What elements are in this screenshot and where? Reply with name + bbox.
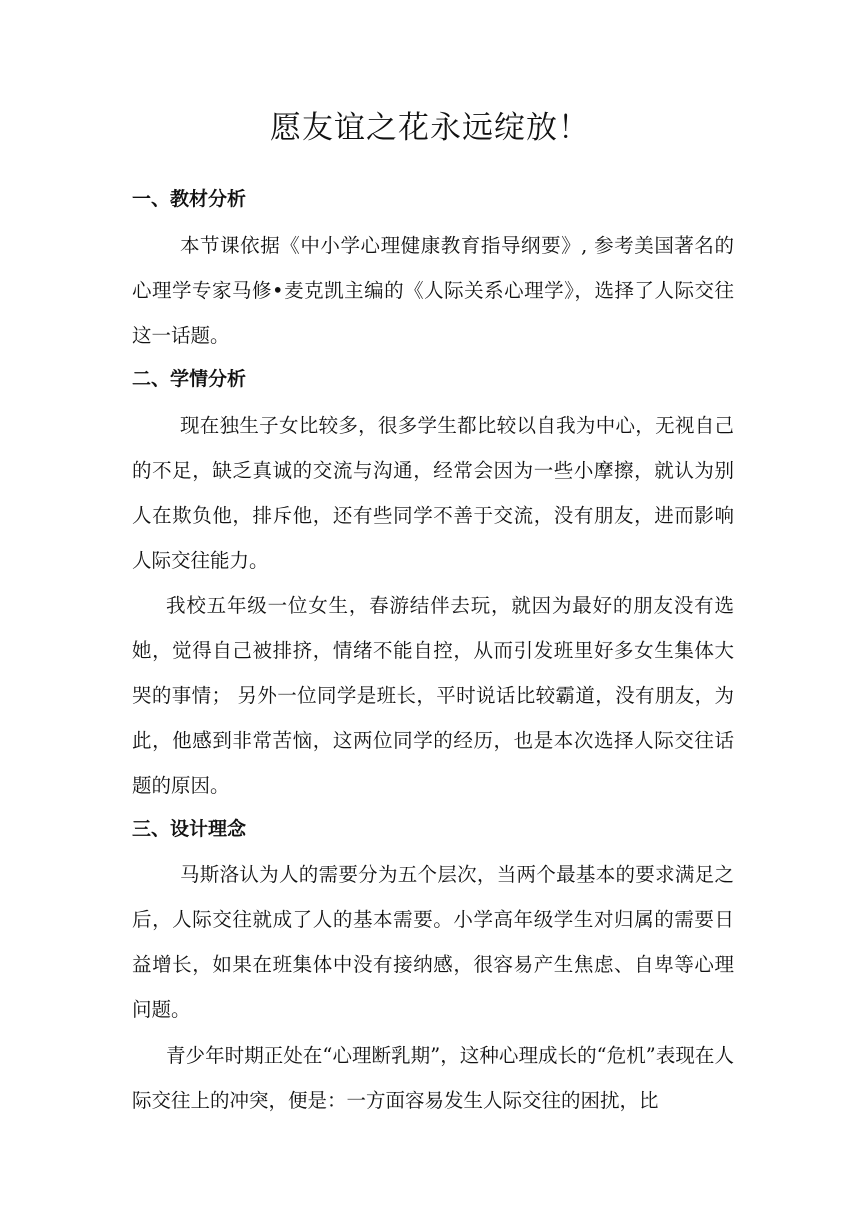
paragraph-student-analysis-2: 我校五年级一位女生，春游结伴去玩，就因为最好的朋友没有选她，觉得自己被排挤，情绪不能自控，从而引发班里好多女生集体大哭的事情； 另外一位同学是班长，平时说话比较霸道，没有朋友，为此，他感到非常苦恼，这两位同学的经历，也是本次选择人际交往话题的原因。 xyxy=(132,594,734,797)
paragraph-textbook-analysis: 本节课依据《中小学心理健康教育指导纲要》, 参考美国著名的心理学专家马修•麦克凯主编的《人际关系心理学》，选择了人际交往这一话题。 xyxy=(132,234,734,347)
paragraph-student-analysis-1: 现在独生子女比较多，很多学生都比较以自我为中心，无视自己的不足，缺乏真诚的交流与沟通，经常会因为一些小摩擦，就认为别人在欺负他，排斥他，还有些同学不善于交流，没有朋友，进而影响人际交往能力。 xyxy=(132,414,734,572)
section-heading-textbook-analysis: 一、教材分析 xyxy=(132,188,247,210)
section-heading-student-analysis: 二、学情分析 xyxy=(132,368,247,390)
paragraph-design-concept-2: 青少年时期正处在“心理断乳期”，这种心理成长的“危机”表现在人际交往上的冲突，便是：一方面容易发生人际交往的困扰，比 xyxy=(132,1044,734,1112)
document-title: 愿友谊之花永远绽放！ xyxy=(270,110,590,146)
paragraph-design-concept-1: 马斯洛认为人的需要分为五个层次，当两个最基本的要求满足之后，人际交往就成了人的基本需要。小学高年级学生对归属的需要日益增长，如果在班集体中没有接纳感，很容易产生焦虑、自卑等心理问题。 xyxy=(132,863,734,1021)
section-heading-design-concept: 三、设计理念 xyxy=(132,818,247,840)
